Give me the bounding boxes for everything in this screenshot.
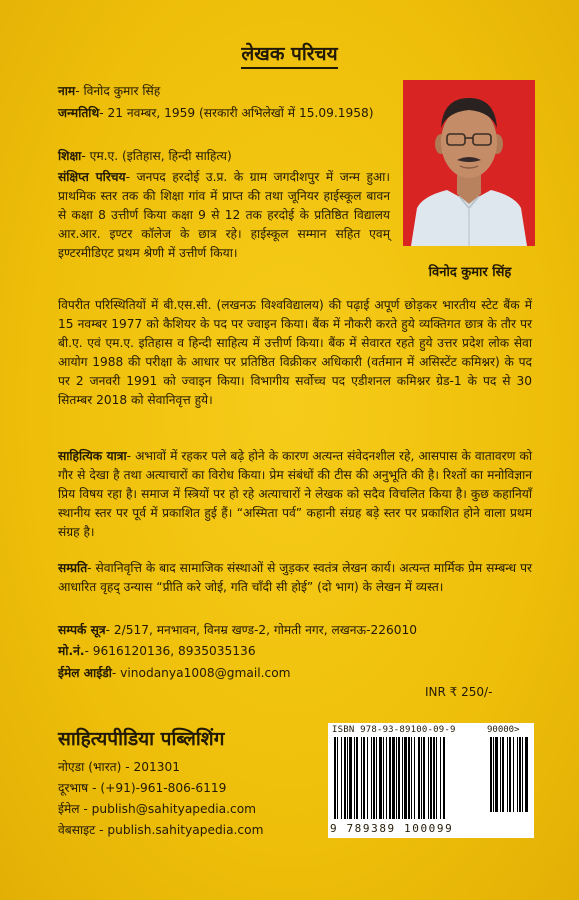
bio-name-row [58, 82, 390, 101]
bio-brief-intro [58, 168, 390, 263]
bio-contact-row [58, 621, 532, 640]
current-value: - सेवानिवृत्ति के बाद सामाजिक संस्थाओं से जुड़कर स्वतंत्र लेखन कार्य। अत्यन्त मार्मिक प्रेम सम्बन्ध पर आधारित वृहद् उन्यास “प्रीति करे जोई, गति चाँदी सी होई” (दो भाग) के लेखन में व्यस्त। [58, 561, 532, 594]
bio-dob-row [58, 104, 390, 123]
page-title: लेखक परिचय [0, 40, 579, 66]
current-label: सम्प्रति [58, 561, 88, 575]
education-label: शिक्षा [58, 149, 82, 163]
career-text: विपरीत परिस्थितियों में बी.एस.सी. (लखनऊ विश्वविद्यालय) की पढ़ाई अपूर्ण छोड़कर भारतीय स्टेट बैंक में 15 नवम्बर 1977 को कैशियर के पद पर ज्वाइन किया। बैंक में नौकरी करते हुये व्यक्तिगत छात्र के तौर पर बी.ए. एवं एम.ए. इतिहास व हिन्दी साहित्य में उत्तीर्ण किया। बैंक में सेवारत रहते हुये उत्तर प्रदेश लोक सेवा आयोग 1988 की परीक्षा के आधार पर प्रतिष्ठित विक्रीकर अधिकारी (वर्तमान में असिस्टेंट कमिश्नर) के पद पर 2 जनवरी 1991 को ज्वाइन किया। विभागीय सर्वोच्च पद एडीशनल कमिश्नर ग्रेड-1 के पद से 30 सितम्बर 2018 को सेवानिवृत्त हुये। [58, 298, 532, 407]
isbn-text: ISBN 978-93-89100-09-9 [332, 725, 456, 735]
email-label: ईमेल आईडी [58, 666, 112, 680]
bio-mobile-row [58, 642, 532, 661]
education-value: - एम.ए. (इतिहास, हिन्दी साहित्य) [81, 149, 232, 163]
contact-label: सम्पर्क सूत्र [58, 623, 106, 637]
mobile-label: मो.नं. [58, 644, 85, 658]
barcode-bars [328, 723, 534, 838]
mobile-value: - 9616120136, 8935035136 [84, 644, 256, 658]
name-label: नाम [58, 84, 76, 98]
book-price: INR ₹ 250/- [425, 685, 493, 699]
publisher-website: वेबसाइट - publish.sahityapedia.com [58, 823, 264, 837]
bio-current-activity [58, 559, 532, 597]
literary-value: - अभावों में रहकर पले बढ़े होने के कारण अत्यन्त संवेदनशील रहे, आसपास के वातावरण को गौर से देखा है तथा अत्याचारों का विरोध किया। प्रेम संबंधों की टीस की अनुभूति की है। रिश्तों का मनोविज्ञान प्रिय विषय रहा है। समाज में स्त्रियों पर हो रहे अत्याचारों ने लेखक को सदैव विचलित किया है। कुछ कहानियाँ स्थानीय स्तर पर पूर्व में प्रकाशित हुई हैं। “अस्मिता पर्व” कहानी संग्रह बड़े स्तर पर प्रकाशित होने वाला प्रथम संग्रह है। [58, 449, 532, 539]
publisher-email: ईमेल - publish@sahityapedia.com [58, 802, 257, 816]
contact-value: - 2/517, मनभावन, विनम्र खण्ड-2, गोमती नगर, लखनऊ-226010 [105, 623, 417, 637]
name-value: - विनोद कुमार सिंह [75, 84, 161, 98]
publisher-phone: दूरभाष - (+91)-961-806-6119 [58, 781, 227, 795]
isbn-addon-code: 90000> [487, 725, 520, 735]
bio-email-row [58, 664, 532, 683]
publisher-city: नोएडा (भारत) - 201301 [58, 760, 181, 774]
bio-literary-journey [58, 447, 532, 542]
bio-education-row [58, 147, 390, 166]
barcode-digits: 9 789389 100099 [330, 822, 454, 835]
author-portrait-illustration [403, 80, 535, 246]
author-photo [403, 80, 535, 246]
bio-career-paragraph [58, 296, 532, 409]
isbn-barcode [328, 723, 534, 838]
literary-label: साहित्यिक यात्रा [58, 449, 127, 463]
dob-value: - 21 नवम्बर, 1959 (सरकारी अभिलेखों में 15.09.1958) [99, 106, 374, 120]
email-value: - vinodanya1008@gmail.com [111, 666, 291, 680]
brief-label: संक्षिप्त परिचय [58, 170, 126, 184]
publisher-name: साहित्यपीडिया पब्लिशिंग [58, 728, 225, 750]
photo-caption: विनोद कुमार सिंह [428, 265, 512, 280]
dob-label: जन्मतिथि [58, 106, 100, 120]
brief-value: - जनपद हरदोई उ.प्र. के ग्राम जगदीशपुर में जन्म हुआ। प्राथमिक स्तर तक की शिक्षा गांव में प्राप्त की तथा जूनियर हाईस्कूल बावन से कक्षा 8 उत्तीर्ण किया कक्षा 9 से 12 तक हरदोई के प्रतिष्ठित विद्यालय आर.आर. इण्टर कॉलेज के छात्र रहे। हाईस्कूल सम्मान सहित एवम् इण्टरमीडिएट प्रथम श्रेणी में उत्तीर्ण किया। [58, 170, 390, 260]
